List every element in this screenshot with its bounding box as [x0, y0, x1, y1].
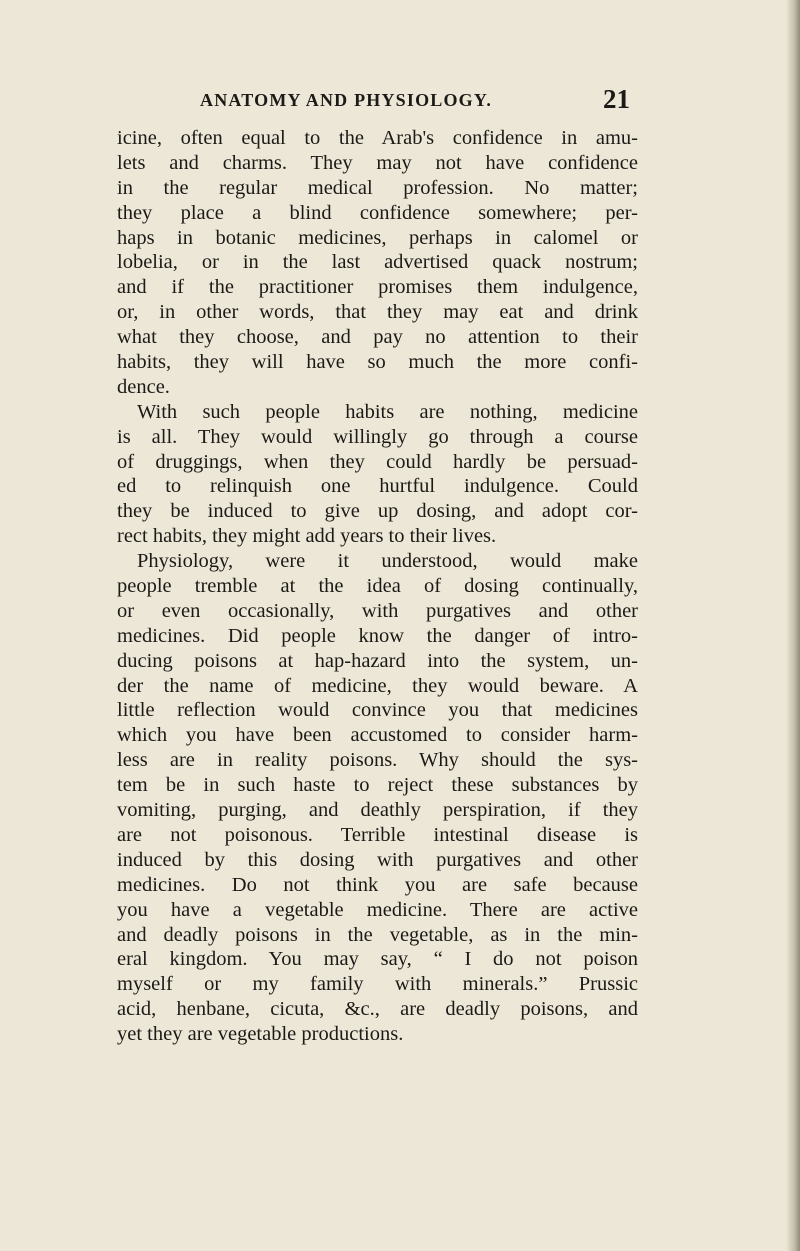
text-line: and deadly poisons in the vegetable, as in the min- — [117, 923, 638, 946]
body-text — [117, 126, 638, 1047]
text-line: little reflection would convince you that medicines — [117, 699, 638, 722]
text-line: acid, henbane, cicuta, &c., are deadly poisons, and — [117, 998, 638, 1021]
text-line: haps in botanic medicines, perhaps in calomel or — [117, 226, 638, 249]
text-line: less are in reality poisons. Why should the sys- — [117, 749, 638, 772]
text-line: are not poisonous. Terrible intestinal disease is — [117, 823, 638, 846]
text-line: of druggings, when they could hardly be persuad- — [117, 450, 638, 473]
text-line: they place a blind confidence somewhere; per- — [117, 201, 638, 224]
text-line: or even occasionally, with purgatives and other — [117, 599, 638, 622]
text-line: medicines. Did people know the danger of intro- — [117, 624, 638, 647]
text-line: what they choose, and pay no attention to their — [117, 326, 638, 349]
text-line: in the regular medical profession. No matter; — [117, 176, 638, 199]
text-line: they be induced to give up dosing, and adopt cor- — [117, 500, 638, 523]
text-line: vomiting, purging, and deathly perspiration, if they — [117, 799, 638, 822]
text-line: induced by this dosing with purgatives and other — [117, 848, 638, 871]
text-line: eral kingdom. You may say, “ I do not poison — [117, 948, 638, 971]
text-line: ed to relinquish one hurtful indulgence. Could — [117, 475, 638, 498]
text-line: you have a vegetable medicine. There are active — [117, 898, 638, 921]
text-line: yet they are vegetable productions. — [117, 1023, 404, 1046]
paragraph-start-line: With such people habits are nothing, medicine — [137, 400, 638, 423]
running-head: ANATOMY AND PHYSIOLOGY. — [200, 90, 493, 110]
page-header — [200, 84, 630, 118]
paragraph-start-line: Physiology, were it understood, would make — [137, 550, 638, 573]
text-line: people tremble at the idea of dosing continually, — [117, 575, 638, 598]
text-line: dence. — [117, 375, 170, 398]
text-line: tem be in such haste to reject these substances by — [117, 774, 638, 797]
text-line: or, in other words, that they may eat and drink — [117, 301, 638, 324]
text-line: is all. They would willingly go through a course — [117, 425, 638, 448]
text-line: ducing poisons at hap-hazard into the system, un- — [117, 649, 638, 672]
text-line: which you have been accustomed to consider harm- — [117, 724, 638, 747]
text-line: and if the practitioner promises them indulgence, — [117, 276, 638, 299]
text-line: medicines. Do not think you are safe because — [117, 873, 638, 896]
text-line: rect habits, they might add years to their lives. — [117, 525, 497, 548]
text-line: habits, they will have so much the more confi- — [117, 351, 638, 374]
text-line: myself or my family with minerals.” Prussic — [117, 973, 638, 996]
page-number: 21 — [603, 84, 630, 114]
text-line: lets and charms. They may not have confidence — [117, 151, 638, 174]
text-line: icine, often equal to the Arab's confidence in amu- — [117, 127, 638, 149]
page-edge-shadow — [786, 0, 800, 1251]
text-line: lobelia, or in the last advertised quack nostrum; — [117, 251, 638, 274]
text-line: der the name of medicine, they would beware. A — [117, 674, 638, 697]
